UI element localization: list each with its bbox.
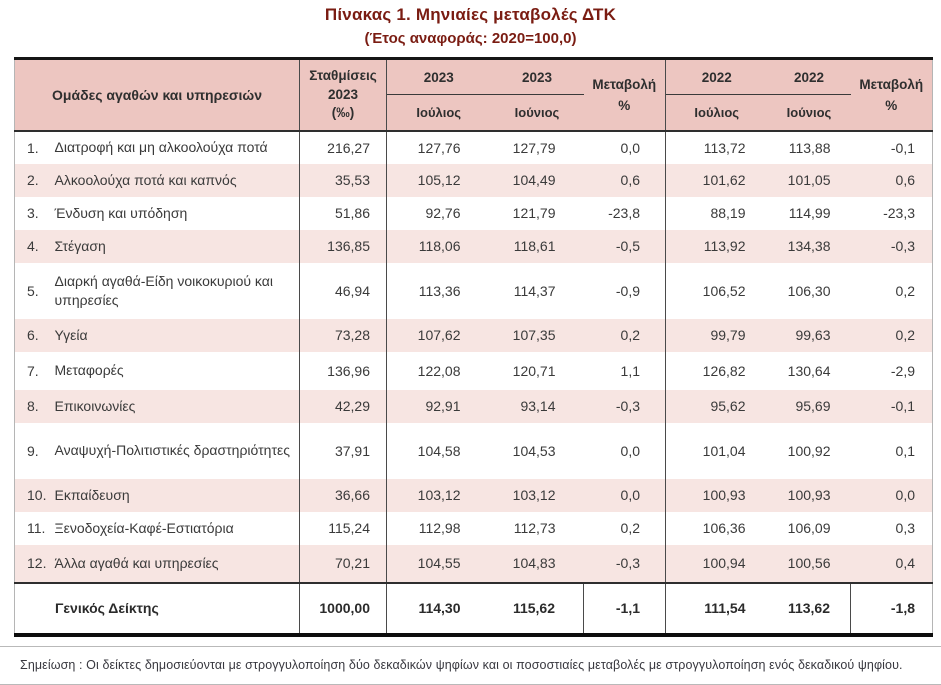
cell-jun22: 100,56 <box>787 555 831 571</box>
cell-jul22: 95,62 <box>710 398 746 414</box>
cell-chg22: 0,3 <box>895 520 915 536</box>
table-row <box>15 390 933 423</box>
header-change-2022 <box>851 59 933 131</box>
cell-chg23: 0,0 <box>584 479 666 512</box>
header-month-june-2023: Ιούνιος <box>491 95 584 131</box>
cell-chg22: -0,1 <box>890 398 915 414</box>
cell-jun22: 134,38 <box>787 238 831 254</box>
cell-jun23: 104,53 <box>512 442 556 459</box>
table-row <box>15 423 933 479</box>
cell-weight: 51,86 <box>300 197 387 230</box>
cell-jul23: 127,76 <box>417 139 461 156</box>
header-change-label: Μεταβολή <box>592 76 657 92</box>
cell-weight: 73,28 <box>300 319 387 352</box>
row-number: 3. <box>27 205 39 221</box>
cell-weight: 216,27 <box>300 131 387 164</box>
cell-jun22: 113,88 <box>788 139 831 156</box>
header-change-2023 <box>584 59 666 131</box>
cell-chg23: 0,0 <box>584 131 666 164</box>
row-number: 4. <box>27 238 39 254</box>
header-year-2022-june: 2022 <box>768 59 851 95</box>
cell-jun23: 107,35 <box>512 327 556 343</box>
cell-jul23: 122,08 <box>417 362 461 379</box>
row-label: Υγεία <box>55 319 300 352</box>
header-year-2023-july: 2023 <box>387 59 491 95</box>
row-number: 2. <box>27 172 39 188</box>
table-row <box>15 319 933 352</box>
total-weight: 1000,00 <box>300 583 387 635</box>
cell-weight: 35,53 <box>300 164 387 197</box>
header-change-percent: % <box>618 97 631 113</box>
header-weights-line3: (‰) <box>331 104 355 120</box>
row-label: Εκπαίδευση <box>55 479 300 512</box>
cell-jul23: 92,76 <box>425 205 461 221</box>
total-jul23: 114,30 <box>418 600 461 616</box>
cell-jul23: 104,55 <box>417 555 461 571</box>
row-label: Μεταφορές <box>55 352 300 390</box>
cell-jul22: 101,62 <box>702 172 746 188</box>
cell-chg23: -23,8 <box>584 197 666 230</box>
cell-chg23: 0,2 <box>584 319 666 352</box>
header-year-2023-june: 2023 <box>491 59 584 95</box>
header-month-july-2022: Ιούλιος <box>666 95 768 131</box>
cell-chg22: 0,0 <box>895 487 915 503</box>
header-groups: Ομάδες αγαθών και υπηρεσιών <box>15 59 300 131</box>
header-weights <box>300 59 387 131</box>
cell-jul23: 104,58 <box>417 442 461 459</box>
cell-chg23: -0,3 <box>584 545 666 583</box>
cell-jul23: 103,12 <box>417 487 461 503</box>
cell-jul22: 113,92 <box>703 238 746 254</box>
header-change-percent: % <box>885 97 898 113</box>
page-subtitle: (Έτος αναφοράς: 2020=100,0) <box>364 30 577 47</box>
cell-chg22: -0,3 <box>890 238 915 254</box>
table-row <box>15 164 933 197</box>
cell-jun23: 114,37 <box>513 282 556 299</box>
row-number: 6. <box>27 327 39 343</box>
table-row <box>15 230 933 263</box>
cpi-monthly-changes-table <box>14 57 933 637</box>
row-label: Στέγαση <box>55 230 300 263</box>
table-row <box>15 131 933 164</box>
cell-chg23: -0,3 <box>584 390 666 423</box>
cell-jul22: 126,82 <box>702 362 746 379</box>
cell-jul23: 118,06 <box>418 238 461 254</box>
cell-jun22: 100,92 <box>787 442 831 459</box>
row-number: 5. <box>27 282 39 299</box>
cell-jun23: 118,61 <box>513 238 556 254</box>
table-header <box>15 59 933 131</box>
cell-jun22: 99,63 <box>795 327 831 343</box>
cell-chg23: 0,6 <box>584 164 666 197</box>
total-label: Γενικός Δείκτης <box>15 583 300 635</box>
total-jun23: 115,62 <box>491 583 584 635</box>
cell-chg22: -0,1 <box>890 139 915 156</box>
cell-jun23: 112,73 <box>513 520 556 536</box>
cell-chg22: -23,3 <box>883 205 915 221</box>
cell-weight: 37,91 <box>300 423 387 479</box>
cell-jun23: 103,12 <box>512 487 556 503</box>
cell-jul23: 92,91 <box>425 398 461 414</box>
row-label: Διατροφή και μη αλκοολούχα ποτά <box>55 131 300 164</box>
table-total-row <box>15 583 933 635</box>
cell-chg23: 0,0 <box>584 423 666 479</box>
cell-weight: 36,66 <box>300 479 387 512</box>
header-month-june-2022: Ιούνιος <box>768 95 851 131</box>
row-number: 10. <box>27 487 47 503</box>
row-number: 8. <box>27 398 39 414</box>
row-label: Αναψυχή-Πολιτιστικές δραστηριότητες <box>55 423 300 479</box>
row-label: Ένδυση και υπόδηση <box>55 197 300 230</box>
row-label: Ξενοδοχεία-Καφέ-Εστιατόρια <box>55 512 300 545</box>
header-change-label: Μεταβολή <box>859 76 924 92</box>
cell-chg23: 0,2 <box>584 512 666 545</box>
cell-jul22: 99,79 <box>710 327 746 343</box>
cell-jun23: 120,71 <box>512 362 556 379</box>
cell-weight: 115,24 <box>300 512 387 545</box>
cell-jul22: 100,94 <box>702 555 746 571</box>
cell-jul23: 105,12 <box>417 172 461 188</box>
cell-chg23: 1,1 <box>584 352 666 390</box>
cell-jun22: 95,69 <box>795 398 831 414</box>
row-number: 12. <box>27 555 47 571</box>
cell-weight: 136,96 <box>300 352 387 390</box>
cell-jun23: 121,79 <box>512 205 556 221</box>
table-row <box>15 545 933 583</box>
cell-chg22: 0,6 <box>895 172 915 188</box>
cell-chg23: -0,5 <box>584 230 666 263</box>
cell-jul23: 112,98 <box>418 520 461 536</box>
row-number: 1. <box>27 139 39 156</box>
cell-jul22: 106,36 <box>702 520 746 536</box>
total-chg22: -1,8 <box>890 600 915 616</box>
cell-jun23: 127,79 <box>512 139 556 156</box>
total-chg23: -1,1 <box>584 583 666 635</box>
footnote-text: Σημείωση : Οι δείκτες δημοσιεύονται με στρογγυλοποίηση δύο δεκαδικών ψηφίων και οι ποσοστιαίες μεταβολές με στρογγυλοποίηση ενός δεκαδικού ψηφίου. <box>20 657 903 672</box>
total-jul22: 111,54 <box>704 600 746 616</box>
cell-jul22: 106,52 <box>702 282 746 299</box>
row-label: Άλλα αγαθά και υπηρεσίες <box>55 545 300 583</box>
cell-jun22: 101,05 <box>787 172 831 188</box>
cell-jul22: 100,93 <box>702 487 746 503</box>
row-label: Αλκοολούχα ποτά και καπνός <box>55 164 300 197</box>
cell-jul23: 107,62 <box>417 327 461 343</box>
row-label: Επικοινωνίες <box>55 390 300 423</box>
table-row <box>15 352 933 390</box>
header-year-2022-july: 2022 <box>666 59 768 95</box>
cell-jun23: 93,14 <box>520 398 556 414</box>
cell-weight: 70,21 <box>300 545 387 583</box>
header-month-july-2023: Ιούλιος <box>387 95 491 131</box>
cell-jul22: 113,72 <box>703 139 746 156</box>
table-row <box>15 197 933 230</box>
cell-jun23: 104,83 <box>512 555 556 571</box>
footnote-box <box>0 646 941 685</box>
cell-chg22: -2,9 <box>890 362 915 379</box>
header-weights-line2: 2023 <box>327 86 359 102</box>
total-jun22: 113,62 <box>768 583 851 635</box>
cell-chg23: -0,9 <box>584 263 666 319</box>
row-number: 11. <box>27 520 46 536</box>
row-number: 7. <box>27 362 39 379</box>
cell-jul22: 101,04 <box>702 442 746 459</box>
row-number: 9. <box>27 442 39 459</box>
table-row <box>15 512 933 545</box>
cell-jul22: 88,19 <box>710 205 746 221</box>
cell-jun22: 130,64 <box>787 362 831 379</box>
table-body <box>15 131 933 635</box>
cell-jun22: 106,30 <box>787 282 831 299</box>
cell-jun22: 100,93 <box>787 487 831 503</box>
table-row <box>15 479 933 512</box>
cell-chg22: 0,2 <box>895 282 915 299</box>
page-title: Πίνακας 1. Μηνιαίες μεταβολές ΔΤΚ <box>324 5 617 24</box>
cell-jun23: 104,49 <box>512 172 556 188</box>
cell-jul23: 113,36 <box>418 282 461 299</box>
cell-chg22: 0,2 <box>895 327 915 343</box>
cell-jun22: 106,09 <box>787 520 831 536</box>
cell-chg22: 0,4 <box>895 555 915 571</box>
header-weights-line1: Σταθμίσεις <box>309 68 377 84</box>
row-label: Διαρκή αγαθά-Είδη νοικοκυριού και υπηρεσίες <box>55 263 300 319</box>
cell-weight: 46,94 <box>300 263 387 319</box>
cell-jun22: 114,99 <box>788 205 831 221</box>
cell-weight: 136,85 <box>300 230 387 263</box>
table-row <box>15 263 933 319</box>
cell-weight: 42,29 <box>300 390 387 423</box>
cell-chg22: 0,1 <box>895 442 915 459</box>
